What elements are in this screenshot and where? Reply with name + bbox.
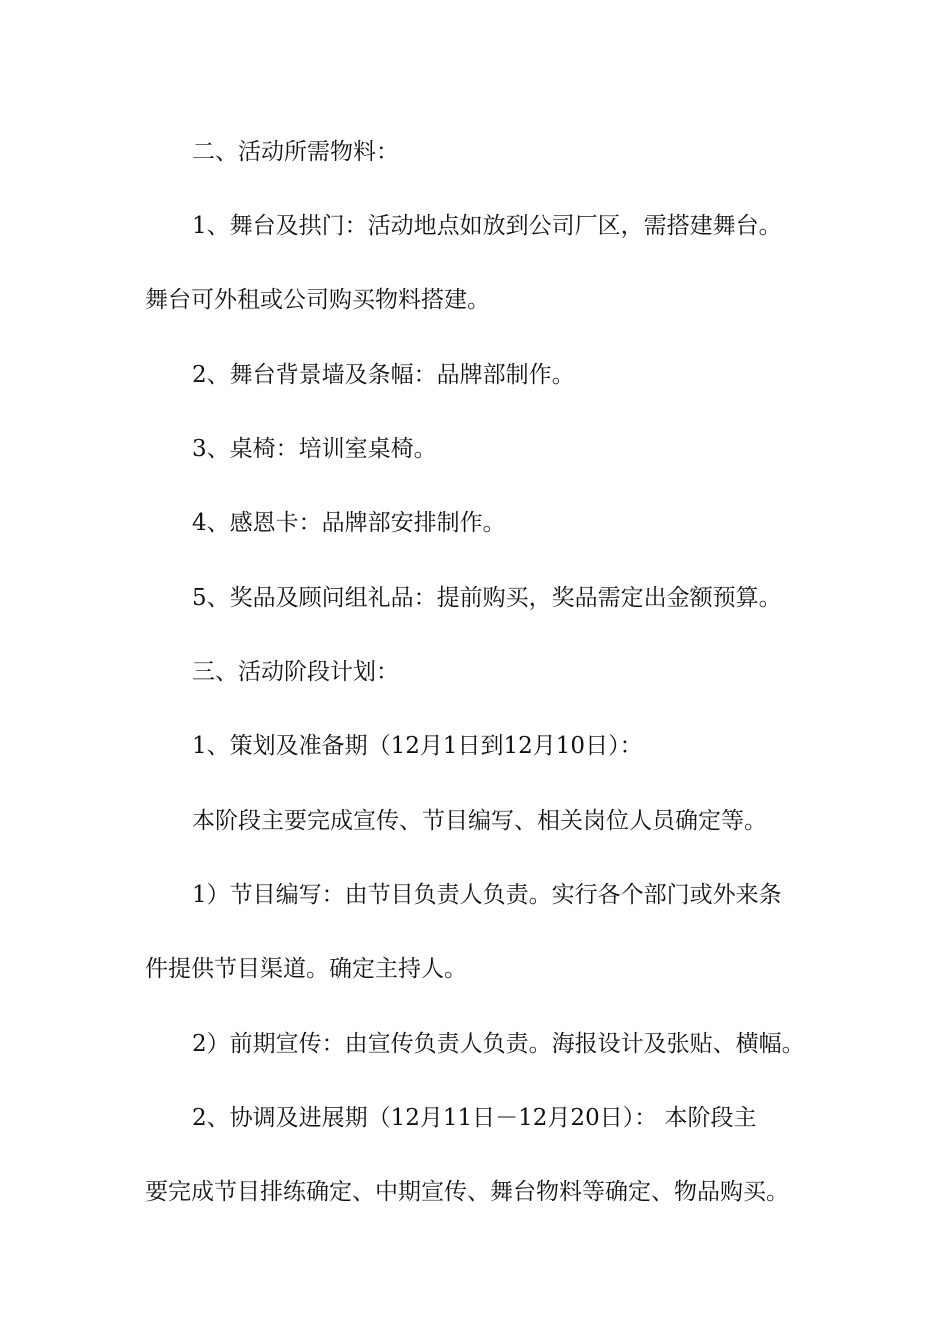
section-heading-materials: 二、活动所需物料： [192,139,399,165]
paragraph-line: 4、感恩卡：品牌部安排制作。 [192,510,506,536]
paragraph-line: 2）前期宣传：由宣传负责人负责。海报设计及张贴、横幅。 [192,1031,805,1057]
paragraph-line: 1、策划及准备期（12月1日到12月10日）： [192,733,643,759]
paragraph-line: 件提供节目渠道。确定主持人。 [145,956,467,982]
paragraph-line: 3、桌椅：培训室桌椅。 [192,436,437,462]
paragraph-line: 要完成节目排练确定、中期宣传、舞台物料等确定、物品购买。 [145,1179,789,1205]
paragraph-line: 1）节目编写：由节目负责人负责。实行各个部门或外来条 [192,882,782,908]
paragraph-line: 2、协调及进展期（12月11日－12月20日）： 本阶段主 [192,1105,757,1131]
paragraph-line: 1、舞台及拱门：活动地点如放到公司厂区，需搭建舞台。 [192,213,782,239]
paragraph-line: 2、舞台背景墙及条幅：品牌部制作。 [192,362,575,388]
paragraph-line: 5、奖品及顾问组礼品：提前购买，奖品需定出金额预算。 [192,585,782,611]
section-heading-schedule: 三、活动阶段计划： [192,659,399,685]
paragraph-line: 舞台可外租或公司购买物料搭建。 [145,287,490,313]
paragraph-line: 本阶段主要完成宣传、节目编写、相关岗位人员确定等。 [192,808,767,834]
